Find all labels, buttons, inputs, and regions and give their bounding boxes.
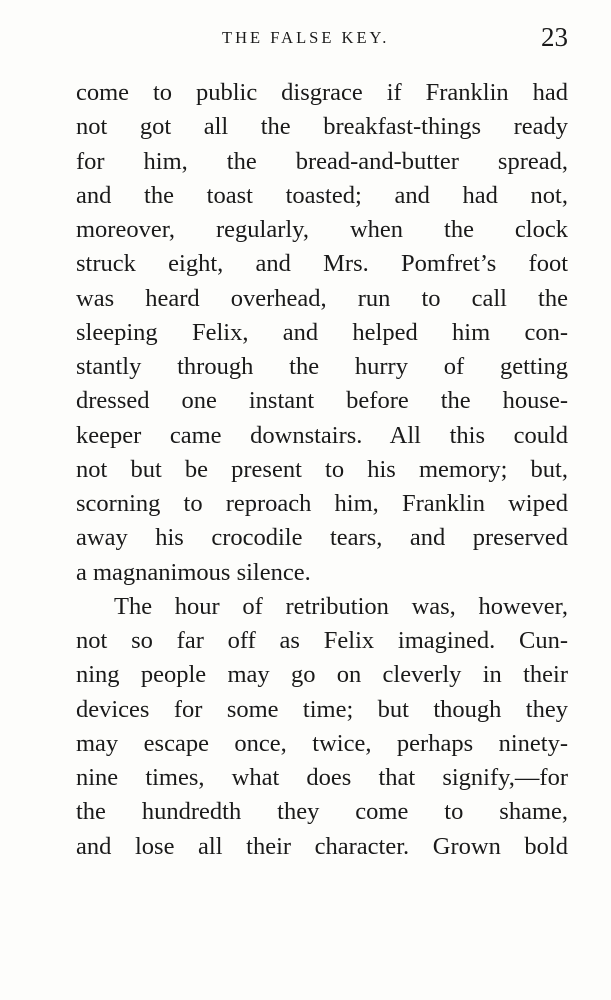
text-line: dressed one instant before the house- (76, 387, 568, 415)
running-head (76, 22, 568, 56)
text-line: stantly through the hurry of getting (76, 353, 568, 380)
text-line: moreover, regularly, when the clock (76, 216, 568, 243)
text-line: may escape once, twice, perhaps ninety- (76, 729, 568, 757)
text-line: away his crocodile tears, and preserved (76, 524, 568, 552)
text-line: keeper came downstairs. All this could (76, 421, 568, 449)
text-line: and the toast toasted; and had not, (76, 181, 568, 209)
text-line: not so far off as Felix imagined. Cun- (76, 627, 568, 654)
text-line: a magnanimous silence. (76, 558, 311, 586)
text-line: struck eight, and Mrs. Pomfret’s foot (76, 250, 568, 278)
paragraph-2 (76, 590, 568, 864)
text-line: and lose all their character. Grown bold (76, 832, 568, 860)
running-title: THE FALSE KEY. (222, 28, 390, 47)
paragraph-1 (76, 76, 568, 590)
text-line: devices for some time; but though they (76, 695, 568, 723)
text-line: not but be present to his memory; but, (76, 455, 568, 483)
page-number: 23 (541, 22, 568, 52)
text-line: the hundredth they come to shame, (76, 798, 568, 826)
text-line: for him, the bread-and-butter spread, (76, 147, 568, 175)
text-line: not got all the breakfast-things ready (76, 113, 568, 141)
text-line: scorning to reproach him, Franklin wiped (76, 490, 568, 517)
text-line: nine times, what does that signify,—for (76, 764, 568, 791)
text-line: sleeping Felix, and helped him con- (76, 318, 568, 346)
text-line: come to public disgrace if Franklin had (76, 79, 568, 106)
text-line: was heard overhead, run to call the (76, 284, 568, 312)
text-line: The hour of retribution was, however, (114, 592, 568, 620)
body-text (76, 76, 568, 864)
text-line: ning people may go on cleverly in their (76, 661, 568, 689)
